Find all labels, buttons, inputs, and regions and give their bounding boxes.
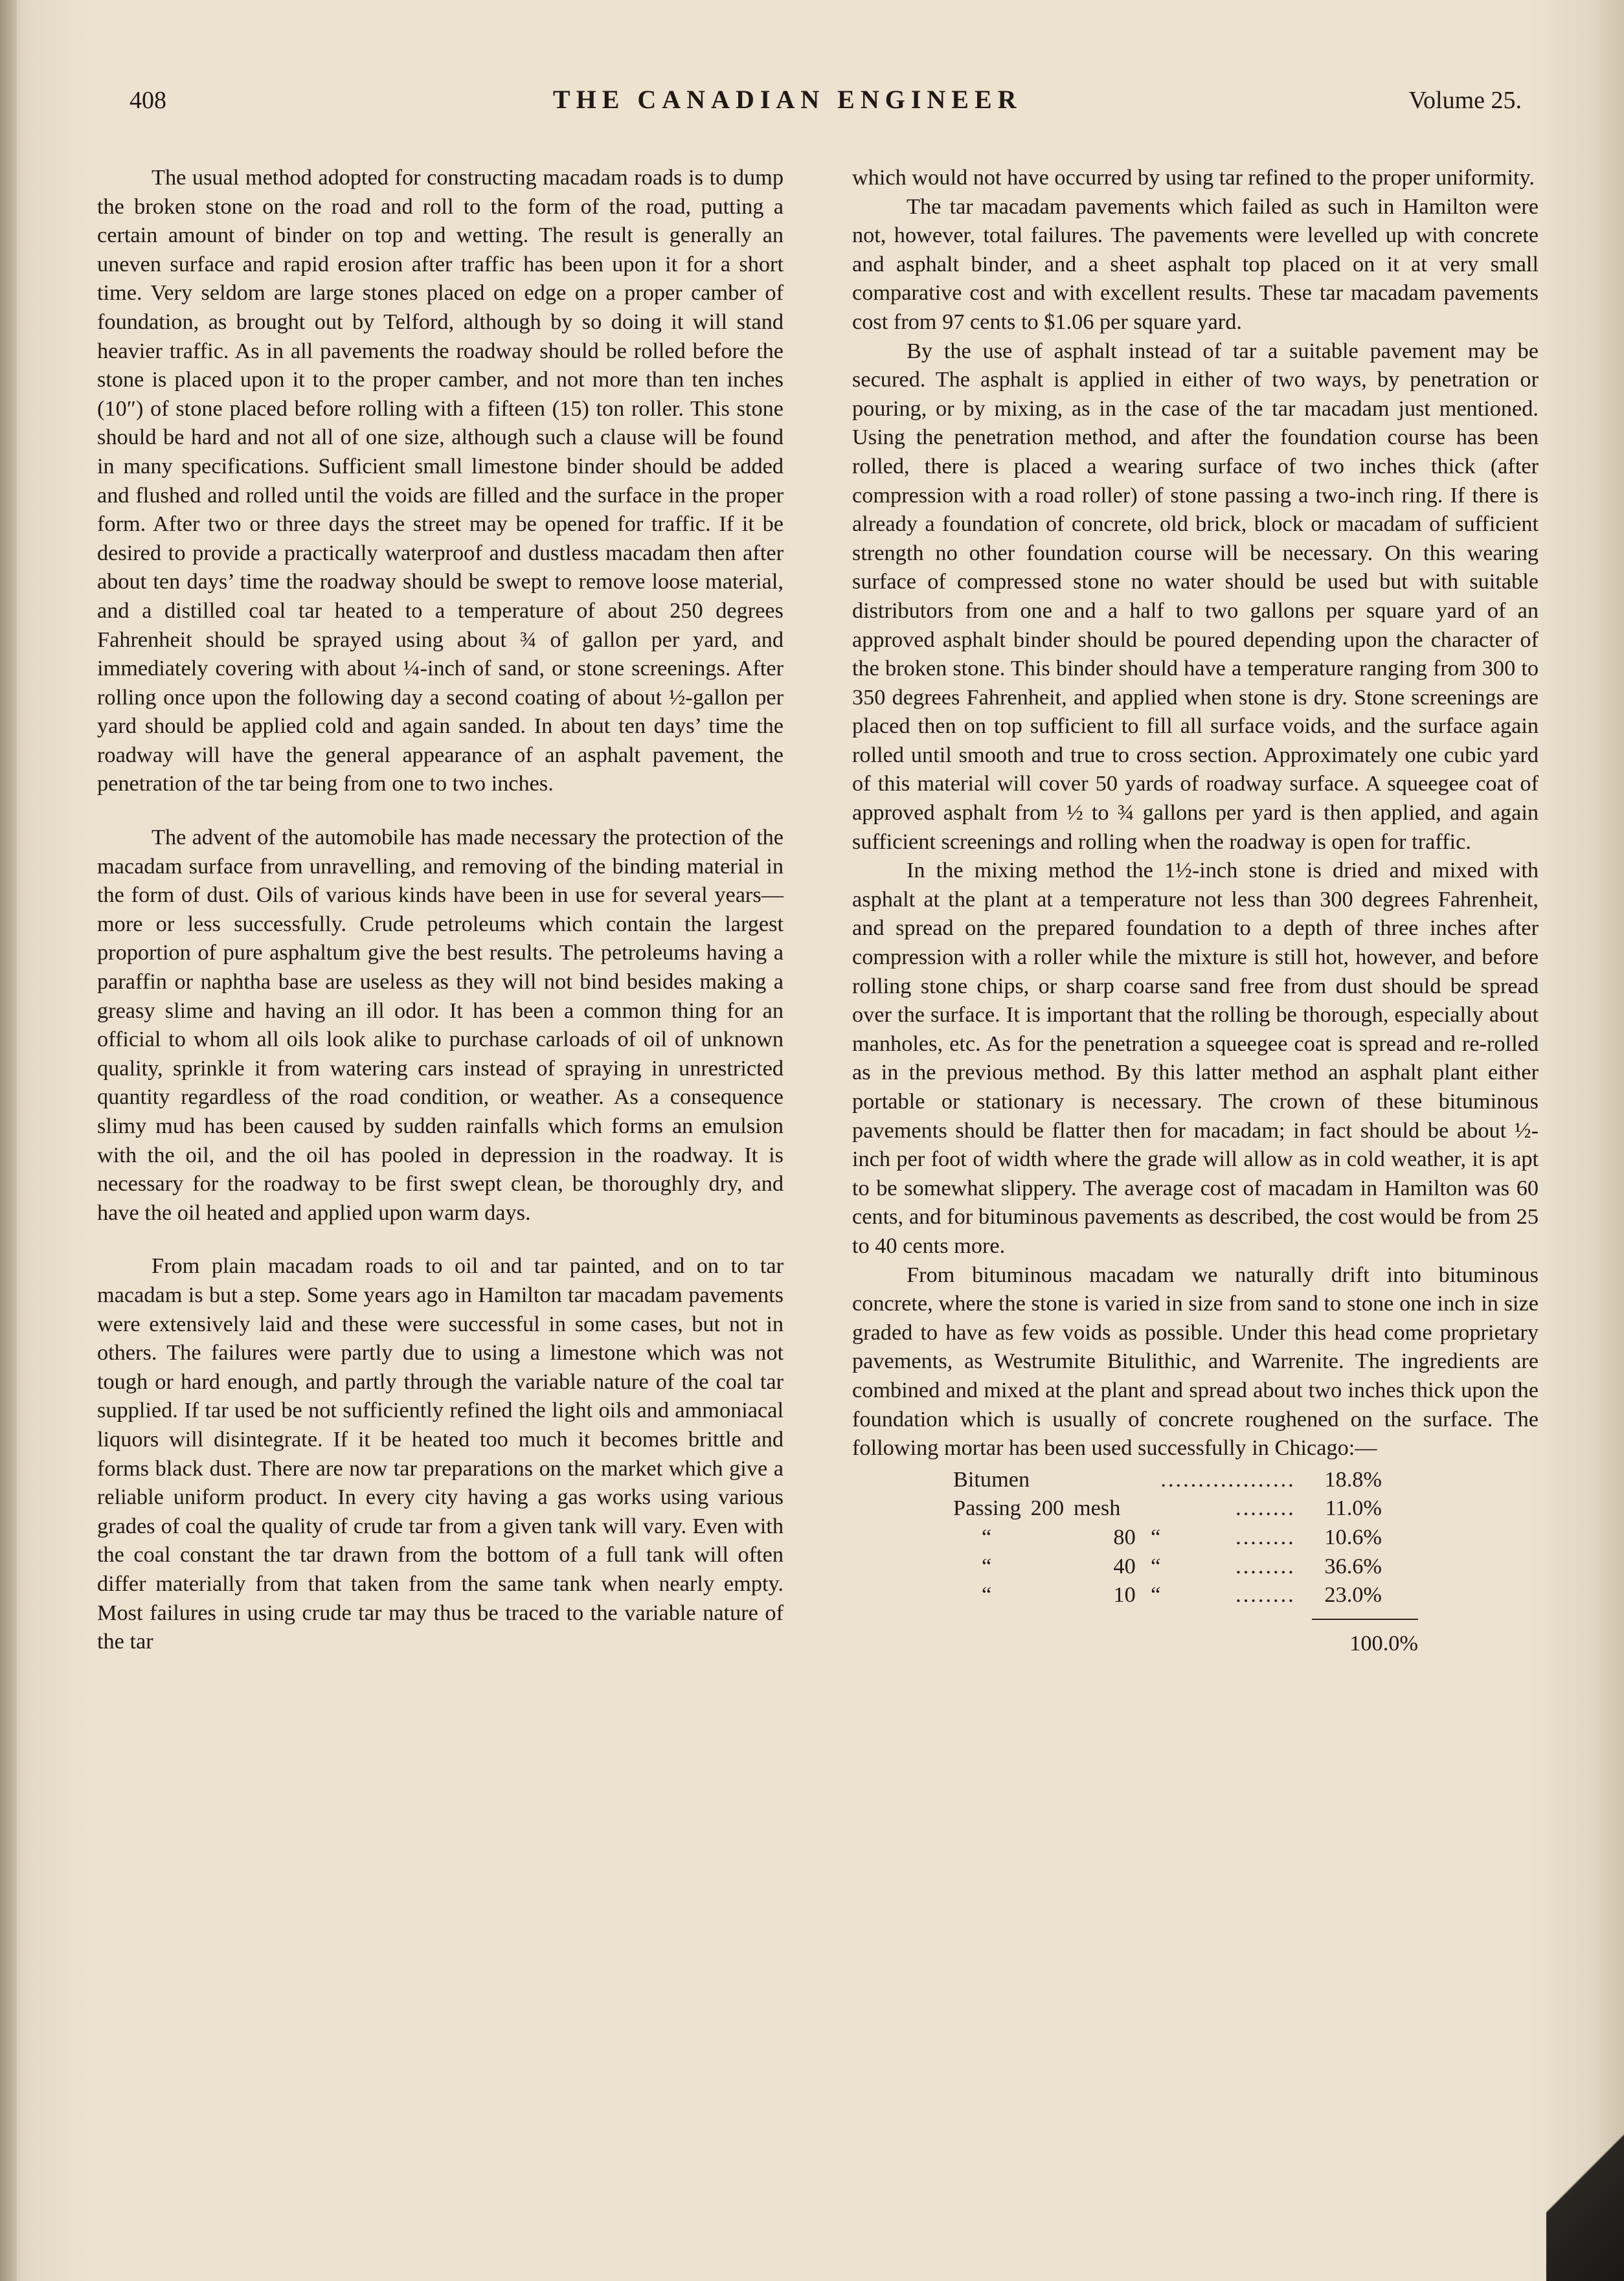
leader-dots: ........ [1235,1496,1296,1521]
percent-value: 18.8% [1324,1466,1382,1492]
table-row [953,1580,1382,1610]
leader-dots: .................. [1160,1466,1296,1492]
paragraph: From bituminous macadam we naturally drift into bituminous concrete, where the stone is varied in size from sand to stone one inch in size graded to have as few voids as possible. Under this head come proprietary pavements, as Westrumite Bitulithic, and Warrenite. The ingredients are combined and mixed at the plant and spread about two inches thick upon the foundation which is usually of concrete roughened on the surface. The following mortar has been used successfully in Chicago:— [852,1262,1539,1461]
right-column [852,163,1539,1657]
ditto-mark: “ [1151,1553,1161,1579]
paragraph: In the mixing method the 1½-inch stone is dried and mixed with asphalt at the plant at a temperature not less than 300 degrees Fahrenheit, and spread on the prepared foundation to a depth of three inches after compression with a roller while the mixture is still hot, however, and before rolling stone chips, or sharp coarse sand free from dust should be spread over the surface. It is important that the rolling be thorough, especially about manholes, etc. As for the penetration a squeegee coat is spread and re-rolled as in the previous method. By this latter method an asphalt plant either portable or stationary is necessary. The crown of these bituminous pavements should be flatter then for macadam; in fact should be about ½-inch per foot of width where the grade will allow as in cold weather, it is apt to be somewhat slippery. The average cost of macadam in Hamilton was 60 cents, and for bituminous pavements as described, the cost would be from 25 to 40 cents more. [852,858,1539,1258]
book-spine-shadow [0,0,17,2281]
percent-value: 11.0% [1325,1496,1382,1521]
mesh-size: 200 [1030,1496,1065,1521]
left-column [97,163,784,1656]
mesh-size: 80 [1113,1524,1136,1549]
table-row [953,1465,1382,1494]
ditto-mark: “ [1151,1524,1161,1549]
leader-dots: ........ [1235,1553,1296,1579]
mesh-size: 40 [1113,1553,1136,1579]
row-label: Bitumen [953,1466,1030,1492]
percent-value: 36.6% [1324,1553,1382,1579]
paragraph: The tar macadam pavements which failed as such in Hamilton were not, however, total failures. The pavements were levelled up with concrete and asphalt binder, and a sheet asphalt top placed on it at very small comparative cost and with excellent results. These tar macadam pavements cost from 97 cents to $1.06 per square yard. [852,194,1539,334]
paragraph-continued: which would not have occurred by using tar refined to the proper uniformity. [852,165,1535,190]
paragraph: By the use of asphalt instead of tar a suitable pavement may be secured. The asphalt is applied in either of two ways, by penetration or pouring, or by mixing, as in the case of the tar macadam just mentioned. Using the penetration method, and after the foundation course has been rolled, there is placed a wearing surface of two inches thick (after compression with a road roller) of stone passing a two-inch ring. If there is already a foundation of concrete, old brick, block or macadam of sufficient strength no other foundation course will be necessary. On this wearing surface of compressed stone no water should be used but with suitable distributors from one and a half to two gallons per square yard of an approved asphalt binder should be poured depending upon the character of the broken stone. This binder should have a temperature ranging from 300 to 350 degrees Fahrenheit, and applied when stone is dry. Stone screenings are placed then on top sufficient to fill all surface voids, and the surface again rolled until smooth and true to cross section. Approximately one cubic yard of this material will cover 50 yards of roadway surface. A squeegee coat of approved asphalt from ½ to ¾ gallons per yard is then applied, and again sufficient screenings and rolling when the roadway is open for traffic. [852,338,1539,854]
paragraph: From plain macadam roads to oil and tar painted, and on to tar macadam is but a step. Some years ago in Hamilton tar macadam pavements were extensively laid and these were successful in some cases, but not in others. The failures were partly due to using a limestone which was not tough or hard enough, and partly through the variable nature of the coal tar supplied. If tar used be not sufficiently refined the light oils and ammoniacal liquors will disintegrate. If it be heated too much it becomes brittle and forms black dust. There are now tar preparations on the market which give a reliable uniform product. In every city having a gas works using various grades of coal the quality of crude tar from a given tank will vary. Even with the coal constant the tar drawn from the bottom of a full tank will often differ materially from that taken from the same tank when nearly empty. Most failures in using crude tar may thus be traced to the variable nature of the tar [97,1253,784,1654]
mesh-size: 10 [1113,1582,1136,1608]
total-percent: 100.0% [1349,1630,1418,1656]
running-header [130,84,1522,129]
paragraph: The advent of the automobile has made necessary the protection of the macadam surface from unravelling, and removing of the binding material in the form of dust. Oils of various kinds have been in use for several years—more or less successfully. Crude petroleums which contain the largest proportion of pure asphaltum give the best results. The petroleums having a paraffin or naphtha base are useless as they will not bind besides making a greasy slime and having an ill odor. It has been a common thing for an official to whom all oils look alike to purchase carloads of oil of unknown quality, sprinkle it from watering cars instead of spraying in unrestricted quantity regardless of the road condition, or weather. As a consequence slimy mud has been caused by sudden rainfalls which forms an emulsion with the oil, and the oil has pooled in depression in the roadway. It is necessary for the roadway to be first swept clean, be thoroughly dry, and have the oil heated and applied upon warm days. [97,825,784,1225]
total-rule-line [1312,1619,1418,1620]
mesh-unit: mesh [1073,1496,1121,1521]
page-corner-shadow [1546,2113,1624,2281]
mortar-composition-table [953,1465,1382,1610]
journal-title: THE CANADIAN ENGINEER [552,85,1022,114]
percent-value: 23.0% [1324,1582,1382,1608]
table-row [953,1494,1382,1523]
percent-value: 10.6% [1324,1524,1382,1549]
leader-dots: ........ [1235,1524,1296,1549]
page-number: 408 [130,87,166,114]
ditto-mark: “ [982,1553,992,1579]
table-row [953,1523,1382,1552]
paragraph: The usual method adopted for constructing macadam roads is to dump the broken stone on the road and roll to the form of the road, putting a certain amount of binder on top and wetting. The result is generally an uneven surface and rapid erosion after traffic has been upon it for a short time. Very seldom are large stones placed on edge on a proper camber of foundation, as brought out by Telford, although by so doing it will stand heavier traffic. As in all pavements the roadway should be rolled before the stone is placed upon it to the proper camber, and not more than ten inches (10″) of stone placed before rolling with a fifteen (15) ton roller. This stone should be hard and not all of one size, although such a clause will be found in many specifications. Sufficient small limestone binder should be added and flushed and rolled until the voids are filled and the surface in the proper form. After two or three days the street may be opened for traffic. If it be desired to provide a practically waterproof and dustless macadam then after about ten days’ time the roadway should be swept to remove loose material, and a distilled coal tar heated to a temperature of about 250 degrees Fahrenheit should be sprayed using about ¾ of gallon per yard, and immediately covering with about ¼-inch of sand, or stone screenings. After rolling once upon the following day a second coating of about ½-gallon per yard should be applied cold and again sanded. In about ten days’ time the roadway will have the general appearance of an asphalt pavement, the penetration of the tar being from one to two inches. [97,165,784,796]
table-row [953,1552,1382,1581]
ditto-mark: “ [982,1524,992,1549]
volume-label: Volume 25. [1408,87,1522,114]
ditto-mark: “ [982,1582,992,1608]
leader-dots: ........ [1235,1582,1296,1608]
ditto-mark: “ [1151,1582,1161,1608]
row-label: Passing [953,1496,1021,1521]
